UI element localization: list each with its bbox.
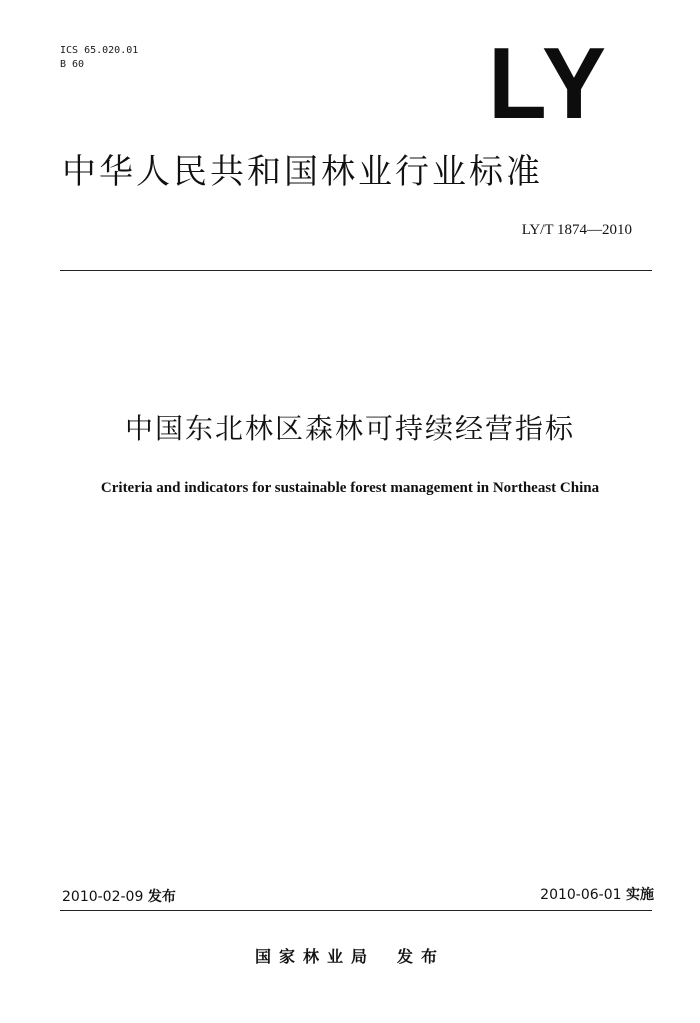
publisher-label: 发布	[397, 947, 446, 966]
document-title-chinese: 中国东北林区森林可持续经营指标	[124, 412, 575, 445]
publisher-name: 国家林业局	[254, 947, 375, 966]
implementation-date-line	[540, 886, 654, 904]
issue-date-line	[62, 888, 176, 906]
document-title-english: Criteria and indicators for sustainable forest management in Northeast China	[100, 480, 600, 496]
implementation-date: 2010-06-01	[540, 887, 622, 903]
issue-date: 2010-02-09	[62, 889, 144, 905]
classification-codes	[60, 44, 138, 72]
standard-mark-logo: LY	[488, 27, 610, 141]
ccs-code: B 60	[60, 59, 85, 70]
publisher-line	[0, 946, 700, 968]
standard-code: LY/T 1874—2010	[521, 222, 632, 238]
ics-code: ICS 65.020.01	[60, 45, 139, 56]
bottom-divider	[60, 910, 652, 911]
standard-category-title: 中华人民共和国林业行业标准	[62, 152, 543, 192]
implementation-label: 实施	[626, 887, 654, 903]
top-divider	[60, 270, 652, 271]
issue-label: 发布	[147, 889, 176, 905]
